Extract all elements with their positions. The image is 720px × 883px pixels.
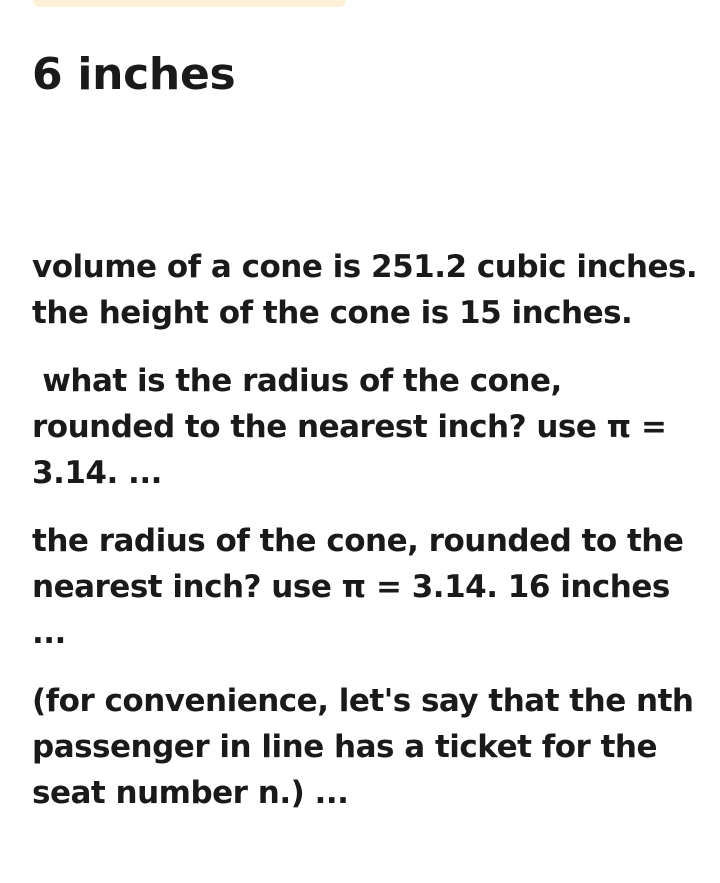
snippet-text: (for convenience, let's say that the nth passenger in line has a ticket for the seat number n.) ... bbox=[32, 683, 704, 811]
top-banner bbox=[33, 0, 346, 7]
snippet-text: the radius of the cone, rounded to the nearest inch? use π = 3.14. 16 inches ... bbox=[32, 523, 694, 651]
snippet-text: volume of a cone is 251.2 cubic inches. the height of the cone is 15 inches. bbox=[32, 249, 708, 331]
snippet-text: what is the radius of the cone, rounded to the nearest inch? use π = 3.14. ... bbox=[32, 363, 677, 491]
snippet-list bbox=[32, 244, 708, 838]
answer-heading: 6 inches bbox=[32, 49, 236, 100]
